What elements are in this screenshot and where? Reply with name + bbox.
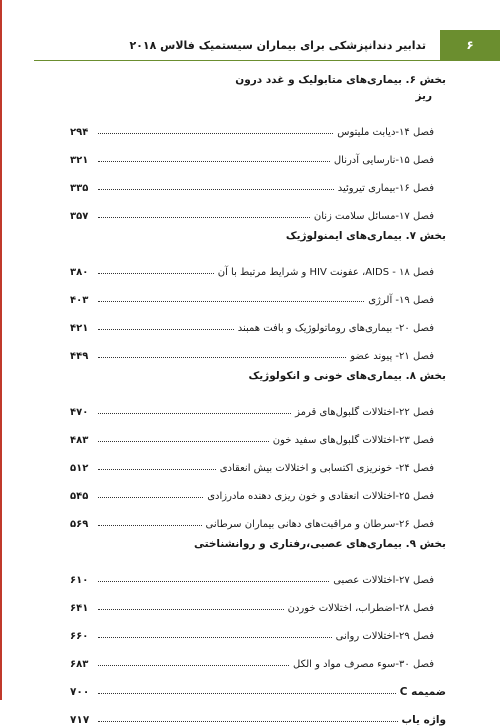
chapter-page-number: ۶۱۰ [70,575,89,586]
chapter-page-number: ۳۸۰ [70,267,89,278]
dot-leader [98,160,330,162]
chapter-page-number: ۴۸۳ [70,435,89,446]
chapter-page-number: ۳۲۱ [70,155,89,166]
chapter-page-number: ۶۶۰ [70,631,89,642]
chapter-title: فصل ۲۸-اضطراب، اختلالات خوردن [287,603,434,614]
toc-entry[interactable] [70,446,446,474]
chapter-page-number: ۴۲۱ [70,323,89,334]
chapter-title: فصل ۲۴- خونریزی اکتسابی و اختلالات بیش انعقادی [219,463,434,474]
index-page-number: ۷۱۷ [70,714,90,726]
chapter-title: فصل ۲۲-اختلالات گلبول‌های قرمز [295,407,434,418]
toc-appendix-entry[interactable] [70,670,446,698]
index-title: واژه یاب [401,714,446,726]
dot-leader [98,188,334,190]
chapter-page-number: ۴۰۳ [70,295,89,306]
toc-entry[interactable] [70,138,446,166]
chapter-title: فصل ۱۵-نارسایی آدرنال [333,155,434,166]
section-title: بخش ۸. بیماری‌های خونی و انکولوژیک [248,370,446,382]
chapter-title: فصل ۲۱- پیوند عضو [350,351,434,362]
toc-entry[interactable] [70,278,446,306]
chapter-title: فصل ۲۷-اختلالات عصبی [333,575,434,586]
toc-entry[interactable] [70,334,446,362]
header-rule [34,60,500,61]
chapter-title: فصل ۱۴-دیابت ملیتوس [337,127,434,138]
toc-entry[interactable] [70,306,446,334]
section-title: بخش ۶. بیماری‌های متابولیک و غدد درون [235,74,446,86]
page-number: ۶ [466,38,474,52]
appendix-title: ضمیمه C [399,686,446,698]
dot-leader [98,412,291,414]
toc-entry[interactable] [70,614,446,642]
toc-entry[interactable] [70,502,446,530]
chapter-page-number: ۶۴۱ [70,603,89,614]
chapter-page-number: ۵۱۲ [70,463,89,474]
dot-leader [98,524,202,526]
chapter-page-number: ۵۶۹ [70,519,89,530]
toc-entry[interactable] [70,390,446,418]
chapter-title: فصل ۲۵-اختلالات انعقادی و خون ریزی دهنده مادرزادی [207,491,434,502]
chapter-page-number: ۴۴۹ [70,351,89,362]
section-heading-9 [70,536,446,552]
dot-leader [98,692,396,694]
chapter-page-number: ۳۵۷ [70,211,89,222]
header-title: تدابیر دندانپزشکی برای بیماران سیستمیک فالاس ۲۰۱۸ [129,39,426,52]
appendix-page-number: ۷۰۰ [70,686,90,698]
table-of-contents [70,68,446,726]
left-edge-rule [0,0,2,700]
chapter-page-number: ۳۳۵ [70,183,89,194]
dot-leader [98,132,333,134]
chapter-title: فصل ۲۶-سرطان و مراقبت‌های دهانی بیماران سرطانی [205,519,434,530]
chapter-title: فصل ۱۹- آلرژی [368,295,434,306]
dot-leader [98,636,332,638]
dot-leader [98,720,398,722]
toc-index-entry[interactable] [70,698,446,726]
chapter-page-number: ۵۴۵ [70,491,89,502]
toc-entry[interactable] [70,558,446,586]
dot-leader [98,440,269,442]
chapter-title: فصل ۲۰- بیماری‌های روماتولوژیک و بافت همبند [237,323,434,334]
chapter-title: فصل ۱۷-مسائل سلامت زنان [313,211,434,222]
dot-leader [98,608,284,610]
chapter-title: فصل ۲۹-اختلالات روانی [335,631,434,642]
toc-entry[interactable] [70,474,446,502]
section-heading-7 [70,228,446,244]
toc-entry[interactable] [70,586,446,614]
toc-entry[interactable] [70,250,446,278]
toc-entry[interactable] [70,418,446,446]
toc-entry[interactable] [70,166,446,194]
dot-leader [98,272,214,274]
toc-entry[interactable] [70,194,446,222]
section-title-continued: ریز [415,90,432,102]
section-title: بخش ۹. بیماری‌های عصبی،رفتاری و روانشناختی [193,538,446,550]
dot-leader [98,664,289,666]
chapter-title: فصل ۱۶-بیماری تیروئید [337,183,434,194]
chapter-page-number: ۲۹۴ [70,127,89,138]
dot-leader [98,496,203,498]
section-heading-6 [70,72,446,104]
chapter-title: فصل ۲۳-اختلالات گلبول‌های سفید خون [272,435,434,446]
toc-entry[interactable] [70,642,446,670]
dot-leader [98,468,216,470]
toc-entry[interactable] [70,110,446,138]
dot-leader [98,356,346,358]
section-title: بخش ۷. بیماری‌های ایمنولوژیک [285,230,446,242]
chapter-page-number: ۶۸۳ [70,659,89,670]
chapter-title: فصل ۱۸ - AIDS، عفونت HIV و شرایط مرتبط با آن [217,267,434,278]
chapter-title: فصل ۳۰-سوء مصرف مواد و الکل [293,659,434,670]
page-header [34,30,500,60]
section-heading-8 [70,368,446,384]
dot-leader [98,580,329,582]
page-number-box [440,30,500,60]
chapter-page-number: ۴۷۰ [70,407,89,418]
dot-leader [98,328,234,330]
dot-leader [98,300,364,302]
dot-leader [98,216,310,218]
